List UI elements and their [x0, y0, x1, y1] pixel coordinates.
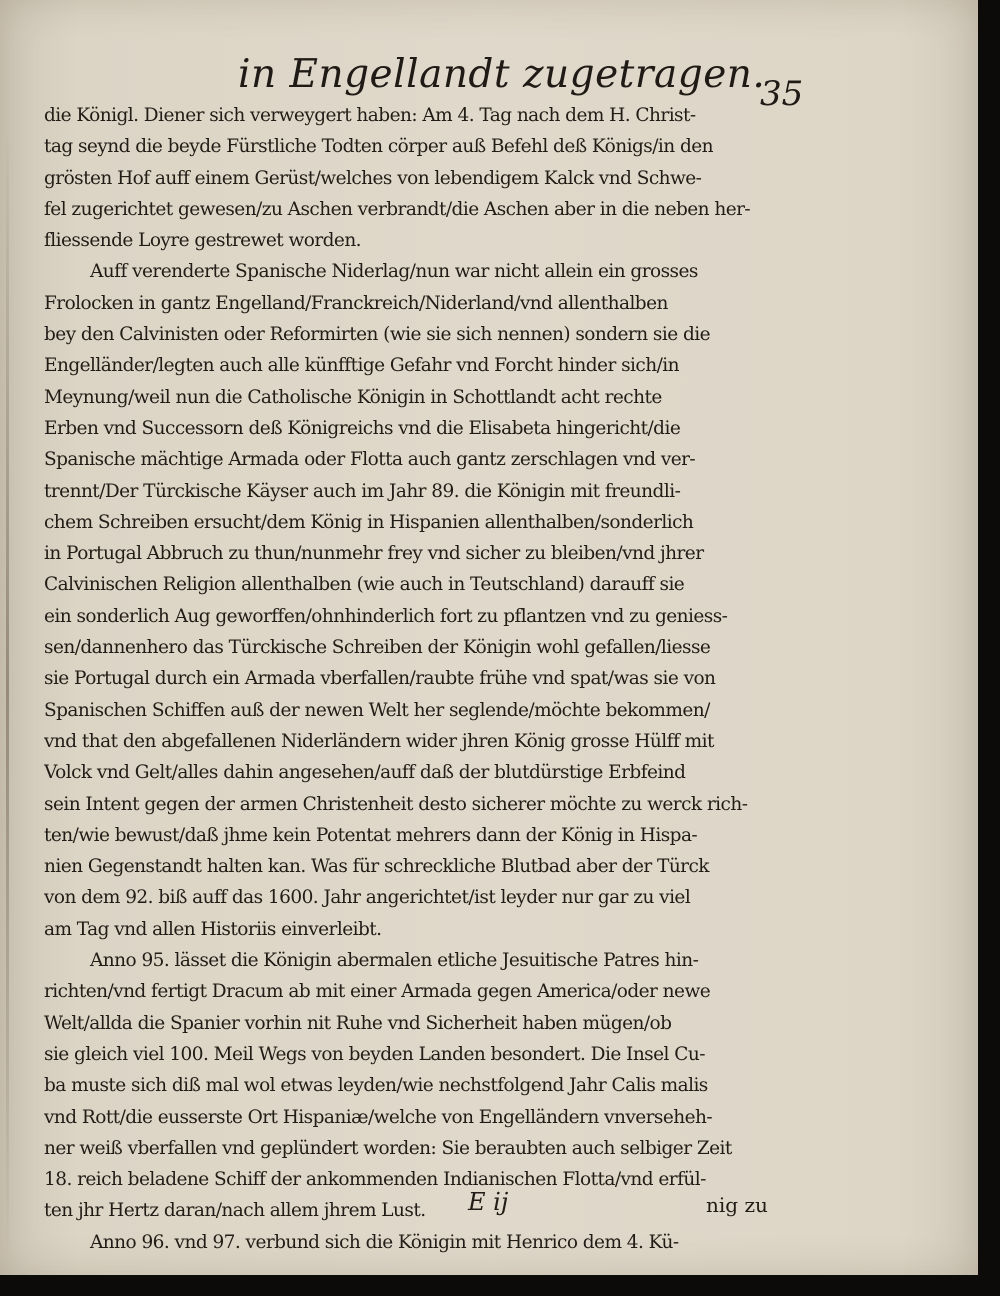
text-line: Meynung/weil nun die Catholische Königin in Schottlandt acht rechte	[44, 386, 662, 408]
text-line: von dem 92. biß auff das 1600. Jahr angerichtet/ist leyder nur gar zu viel	[44, 887, 691, 909]
text-line: Calvinischen Religion allenthalben (wie auch in Teutschland) darauff sie	[44, 574, 685, 596]
text-line: Spanischen Schiffen auß der newen Welt her seglende/möchte bekommen/	[44, 699, 710, 721]
page-number: 35	[760, 74, 804, 114]
paragraph-start-line: Anno 96. vnd 97. verbund sich die Königin mit Henrico dem 4. Kü-	[90, 1231, 679, 1253]
paragraph-start-line: Anno 95. lässet die Königin abermalen etliche Jesuitische Patres hin-	[90, 950, 699, 972]
text-line: chem Schreiben ersucht/dem König in Hispanien allenthalben/sonderlich	[44, 511, 694, 533]
catchword: nig zu	[706, 1193, 768, 1217]
text-line: ein sonderlich Aug geworffen/ohnhinderlich fort zu pflantzen vnd zu geniess-	[44, 605, 728, 627]
text-line: Spanische mächtige Armada oder Flotta auch gantz zerschlagen vnd ver-	[44, 449, 696, 471]
text-line: fel zugerichtet gewesen/zu Aschen verbrandt/die Aschen aber in die neben her-	[44, 198, 751, 220]
text-line: ten jhr Hertz daran/nach allem jhrem Lust.	[44, 1200, 426, 1222]
text-line: Frolocken in gantz Engelland/Franckreich/Niderland/vnd allenthalben	[44, 292, 668, 314]
text-line: sie gleich viel 100. Meil Wegs von beyden Landen besondert. Die Insel Cu-	[44, 1043, 705, 1065]
text-line: vnd that den abgefallenen Niderländern wider jhren König grosse Hülff mit	[44, 730, 714, 752]
running-title: in Engellandt zugetragen.	[238, 52, 766, 97]
text-line: sen/dannenhero das Türckische Schreiben der Königin wohl gefallen/liesse	[44, 637, 711, 659]
text-line: die Königl. Diener sich verweygert haben: Am 4. Tag nach dem H. Christ-	[44, 105, 696, 126]
text-line: ner weiß vberfallen vnd geplündert worden: Sie beraubten auch selbiger Zeit	[44, 1137, 732, 1159]
text-line: trennt/Der Türckische Käyser auch im Jahr 89. die Königin mit freundli-	[44, 480, 681, 502]
text-line: Volck vnd Gelt/alles dahin angesehen/auff daß der blutdürstige Erbfeind	[44, 762, 686, 784]
text-line: tag seynd die beyde Fürstliche Todten cörper auß Befehl deß Königs/in den	[44, 136, 713, 158]
text-line: am Tag vnd allen Historiis einverleibt.	[44, 918, 382, 940]
text-line: Erben vnd Successorn deß Königreichs vnd die Elisabeta hingericht/die	[44, 417, 681, 439]
text-line: 18. reich beladene Schiff der ankommenden Indianischen Flotta/vnd erfül-	[44, 1169, 706, 1191]
text-line: ba muste sich diß mal wol etwas leyden/wie nechstfolgend Jahr Calis malis	[44, 1075, 708, 1097]
text-line: sie Portugal durch ein Armada vberfallen/raubte frühe vnd spat/was sie von	[44, 668, 716, 690]
body-text	[44, 100, 800, 1258]
signature-mark: E ij	[468, 1188, 509, 1216]
text-line: grösten Hof auff einem Gerüst/welches von lebendigem Kalck vnd Schwe-	[44, 167, 702, 189]
text-line: Welt/allda die Spanier vorhin nit Ruhe vnd Sicherheit haben mügen/ob	[44, 1012, 672, 1034]
text-line: fliessende Loyre gestrewet worden.	[44, 230, 362, 252]
text-line: in Portugal Abbruch zu thun/nunmehr frey vnd sicher zu bleiben/vnd jhrer	[44, 543, 704, 565]
paragraph-start-line: Auff verenderte Spanische Niderlag/nun war nicht allein ein grosses	[90, 261, 698, 283]
text-line: richten/vnd fertigt Dracum ab mit einer Armada gegen America/oder newe	[44, 981, 711, 1003]
text-line: ten/wie bewust/daß jhme kein Potentat mehrers dann der König in Hispa-	[44, 824, 698, 846]
text-line: sein Intent gegen der armen Christenheit desto sicherer möchte zu werck rich-	[44, 793, 748, 815]
text-line: vnd Rott/die eusserste Ort Hispaniæ/welche von Engelländern vnverseheh-	[44, 1106, 713, 1128]
text-line: Engelländer/legten auch alle künfftige Gefahr vnd Forcht hinder sich/in	[44, 355, 679, 377]
text-line: bey den Calvinisten oder Reformirten (wie sie sich nennen) sondern sie die	[44, 324, 711, 346]
binding-edge	[6, 120, 9, 1260]
text-line: nien Gegenstandt halten kan. Was für schreckliche Blutbad aber der Türck	[44, 856, 709, 878]
